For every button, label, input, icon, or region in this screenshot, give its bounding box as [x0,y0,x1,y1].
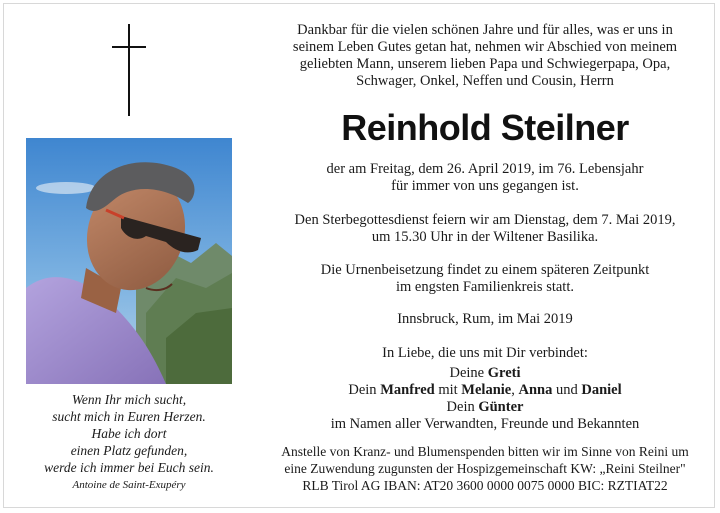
quote-line: Wenn Ihr mich sucht, [71,392,187,407]
mourner-connector: und [552,382,582,398]
intro-paragraph [250,22,720,90]
mourners-list [250,345,720,433]
service-line: um 15.30 Uhr in der Wiltener Basilika. [371,229,599,245]
urn-info [250,262,720,296]
mourner-line-1 [250,365,720,382]
cross-icon [110,24,148,116]
portrait-photo [26,138,232,384]
quote-line: Habe ich dort [91,426,167,441]
intro-line: Dankbar für die vielen schönen Jahre und für alles, was er uns in [297,22,673,38]
intro-line: seinem Leben Gutes getan hat, nehmen wir Abschied von meinem [292,39,678,55]
mourner-name: Daniel [581,382,622,398]
mourner-prefix: Dein [446,399,479,415]
quote-line: werde ich immer bei Euch sein. [44,460,214,475]
urn-line: im engsten Familienkreis statt. [395,279,574,295]
donation-info [250,443,720,494]
mourners-intro: In Liebe, die uns mit Dir verbindet: [382,345,588,361]
donation-line: eine Zuwendung zugunsten der Hospizgemeinschaft KW: „Reini Steilner" [284,461,686,476]
mourner-name: Anna [518,382,553,398]
urn-line: Die Urnenbeisetzung findet zu einem späteren Zeitpunkt [320,262,650,278]
mourner-name: Melanie [461,382,512,398]
donation-line: RLB Tirol AG IBAN: AT20 3600 0000 0075 0000 BIC: RZTIAT22 [302,478,668,493]
quote-attribution: Antoine de Saint-Exupéry [72,479,186,491]
mourner-name: Manfred [380,382,435,398]
mourner-line-3 [250,399,720,416]
donation-line: Anstelle von Kranz- und Blumenspenden bitten wir im Sinne von Reini um [281,444,689,459]
service-line: Den Sterbegottesdienst feiern wir am Dienstag, dem 7. Mai 2019, [294,212,676,228]
quote-line: einen Platz gefunden, [70,443,188,458]
service-info [250,212,720,246]
place-date [250,311,720,328]
deceased-name: Reinhold Steilner [341,107,629,148]
mourner-prefix: Deine [449,365,488,381]
memorial-quote [0,391,258,493]
intro-line: Schwager, Onkel, Neffen und Cousin, Herrn [356,73,614,89]
left-column [0,0,254,513]
death-notice-line: für immer von uns gegangen ist. [391,178,579,194]
mourner-line-4: im Namen aller Verwandten, Freunde und Bekannten [330,416,640,432]
place-date-line: Innsbruck, Rum, im Mai 2019 [397,311,573,327]
death-notice [250,161,720,195]
death-notice-line: der am Freitag, dem 26. April 2019, im 76. Lebensjahr [326,161,644,177]
mourner-connector: mit [434,382,462,398]
mourner-name: Greti [487,365,521,381]
quote-line: sucht mich in Euren Herzen. [52,409,206,424]
mourner-connector: , [511,382,519,398]
mourner-line-2 [250,382,720,399]
intro-line: geliebten Mann, unserem lieben Papa und Schwiegerpapa, Opa, [299,56,671,72]
mourner-name: Günter [478,399,524,415]
mourner-prefix: Dein [348,382,381,398]
